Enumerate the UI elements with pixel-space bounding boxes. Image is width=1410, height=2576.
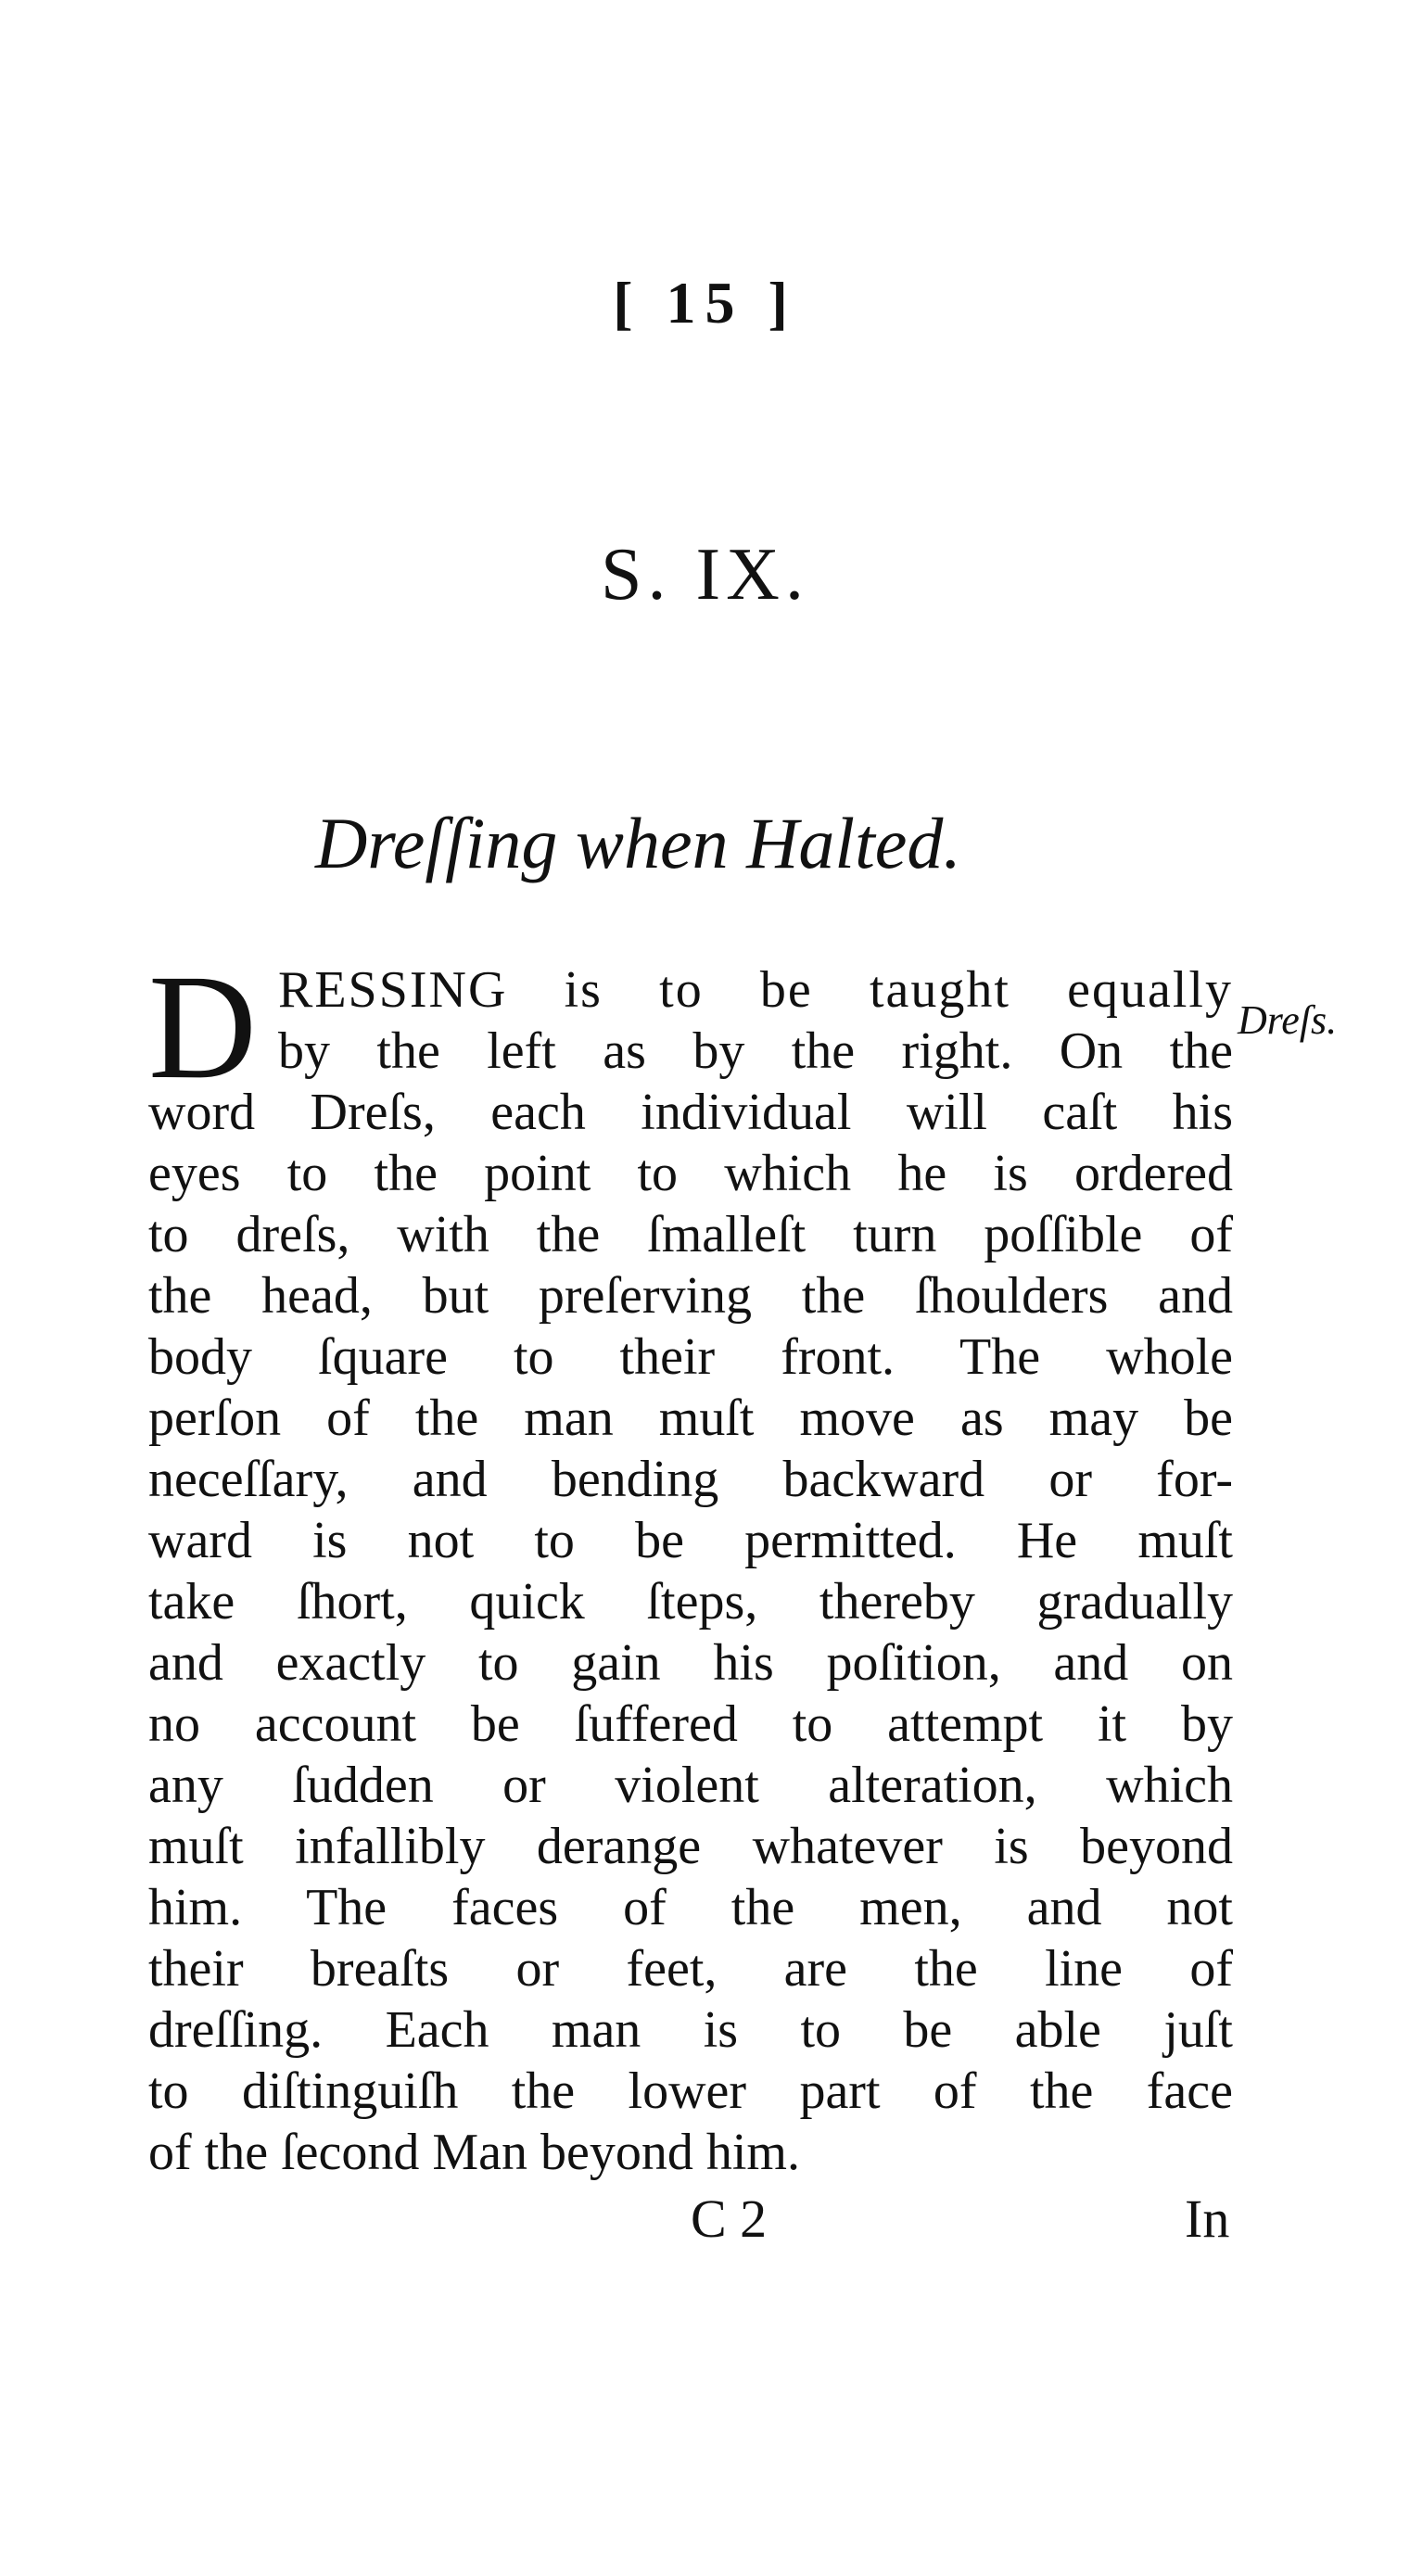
text-line: and exactly to gain his poſition, and on xyxy=(148,1634,1233,1692)
text-line: by the left as by the right. On the xyxy=(278,1022,1233,1080)
section-title: Dreſſing when Halted. xyxy=(315,803,961,883)
text-line: the head, but preſerving the ſhoulders and xyxy=(148,1267,1233,1325)
text-line: take ſhort, quick ſteps, thereby gradually xyxy=(148,1573,1233,1631)
text-line: eyes to the point to which he is ordered xyxy=(148,1145,1233,1202)
text-line: neceſſary, and bending backward or for- xyxy=(148,1451,1233,1508)
text-line: to diſtinguiſh the lower part of the face xyxy=(148,2062,1233,2120)
text-line: to dreſs, with the ſmalleſt turn poſſible of xyxy=(148,1206,1233,1263)
drop-cap: D xyxy=(148,945,257,1110)
body-text xyxy=(148,945,1233,2183)
section-number: S. IX. xyxy=(601,534,809,615)
catchword: In xyxy=(1185,2189,1230,2249)
text-line: no account be ſuffered to attempt it by xyxy=(148,1695,1233,1753)
text-line: body ſquare to their front. The whole xyxy=(148,1328,1233,1386)
text-line: of the ſecond Man beyond him. xyxy=(148,2124,800,2181)
text-line: word Dreſs, each individual will caſt his xyxy=(148,1084,1233,1141)
text-line: muſt infallibly derange whatever is beyond xyxy=(148,1818,1233,1875)
text-line: ward is not to be permitted. He muſt xyxy=(148,1512,1233,1569)
text-line: any ſudden or violent alteration, which xyxy=(148,1757,1233,1814)
page-number: [ 15 ] xyxy=(613,270,797,336)
text-line: their breaſts or feet, are the line of xyxy=(148,1940,1233,1998)
text-line: him. The faces of the men, and not xyxy=(148,1879,1233,1936)
signature-mark: C 2 xyxy=(691,2189,768,2249)
text-line: dreſſing. Each man is to be able juſt xyxy=(148,2001,1233,2059)
text-line: perſon of the man muſt move as may be xyxy=(148,1390,1233,1447)
margin-note: Dreſs. xyxy=(1238,997,1338,1043)
text-line: RESSING is to be taught equally xyxy=(278,961,1233,1019)
